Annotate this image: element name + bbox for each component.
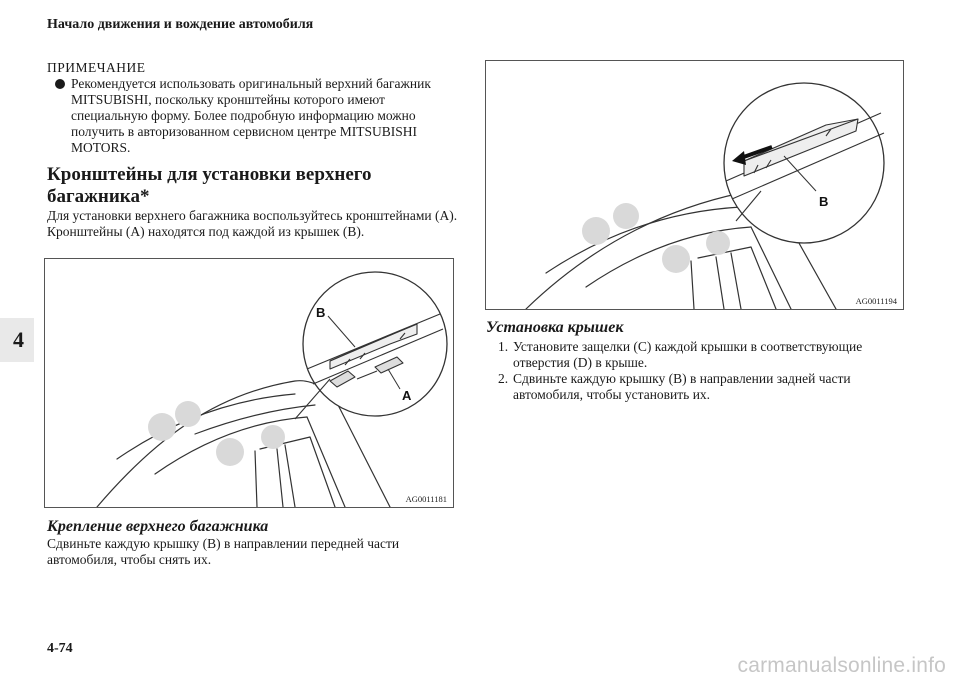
step-number: 2. <box>498 371 509 386</box>
section-para-1: Для установки верхнего багажника воспользуйтесь кронштейнами (A). <box>47 208 458 223</box>
section-title: Кронштейны для установки верхнего багажника* <box>47 164 372 207</box>
running-head: Начало движения и вождение автомобиля <box>47 17 314 32</box>
section-para-2: Кронштейны (A) находятся под каждой из крышек (B). <box>47 224 365 239</box>
note-text: Рекомендуется использовать оригинальный верхний багажник MITSUBISHI, поскольку кронштейны которого имеют специальную форму. Более подробную информацию можно получить в авторизованном сервисном центре MITSUBISHI MOTORS. <box>71 76 431 155</box>
chapter-tab <box>0 318 34 362</box>
bullet-icon <box>55 79 65 89</box>
left-column <box>47 60 459 240</box>
removal-title: Крепление верхнего багажника <box>47 518 269 535</box>
step-number: 1. <box>498 339 509 354</box>
figure-code: AG0011181 <box>405 494 447 504</box>
note-title: ПРИМЕЧАНИЕ <box>47 60 146 75</box>
step-item <box>486 339 906 371</box>
chapter-number: 4 <box>13 327 24 352</box>
step-text: Сдвиньте каждую крышку (B) в направлении задней части автомобиля, чтобы установить их. <box>513 371 851 402</box>
step-item <box>486 371 906 403</box>
install-title: Установка крышек <box>486 319 624 336</box>
label-a: A <box>402 388 412 403</box>
install-steps <box>486 339 906 403</box>
removal-section <box>47 517 459 568</box>
install-section <box>486 318 906 403</box>
watermark: carmanualsonline.info <box>737 654 946 677</box>
page-number: 4-74 <box>47 641 73 656</box>
note-body <box>47 76 459 156</box>
roof-bracket-illustration <box>45 259 453 507</box>
label-b: B <box>316 305 326 320</box>
cover-slide-illustration <box>486 61 903 309</box>
removal-text: Сдвиньте каждую крышку (B) в направлении передней части автомобиля, чтобы снять их. <box>47 536 400 567</box>
label-b: B <box>819 194 829 209</box>
step-text: Установите защелки (C) каждой крышки в соответствующие отверстия (D) в крыше. <box>513 339 863 370</box>
figure-cover-slide <box>485 60 904 310</box>
figure-roof-bracket <box>44 258 454 508</box>
figure-code: AG0011194 <box>855 296 897 306</box>
